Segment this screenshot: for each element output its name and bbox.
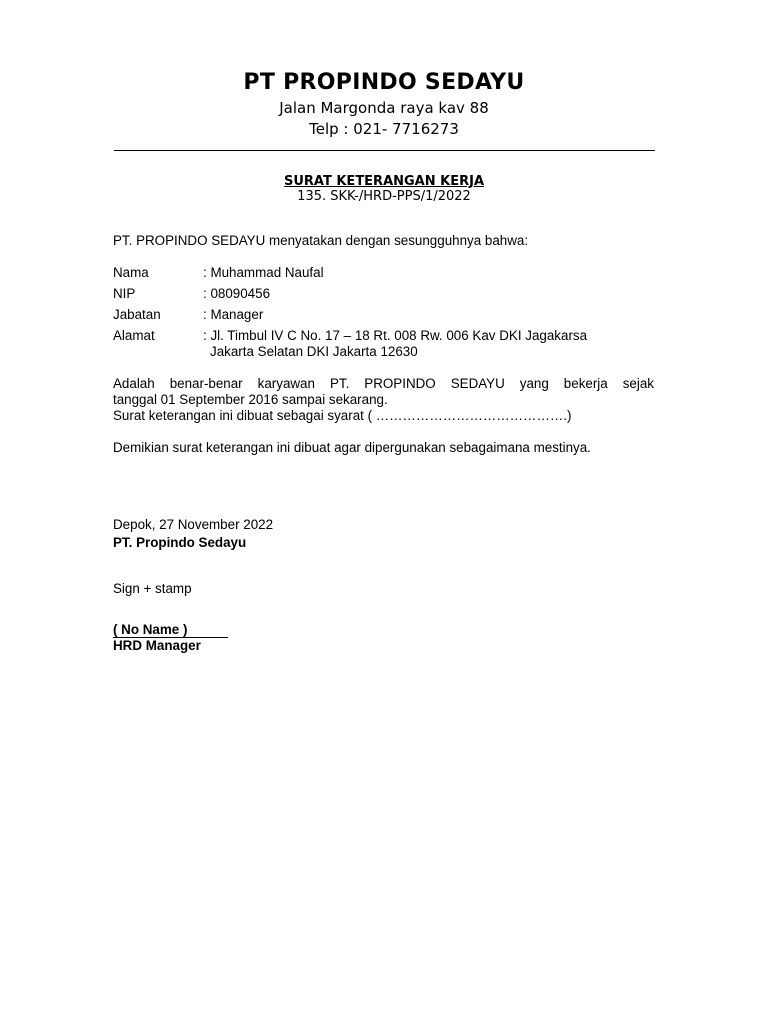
place-date: Depok, 27 November 2022 — [113, 517, 274, 532]
company-address: Jalan Margonda raya kav 88 — [279, 99, 489, 117]
signer-role: HRD Manager — [113, 638, 201, 653]
letter-closing: Demikian surat keterangan ini dibuat agar dipergunakan sebagaimana mestinya. — [113, 440, 591, 455]
company-phone: Telp : 021- 7716273 — [309, 120, 459, 138]
field-label-address: Alamat — [113, 328, 155, 343]
field-value-address: : Jl. Timbul IV C No. 17 – 18 Rt. 008 Rw. 006 Kav DKI Jagakarsa — [203, 328, 588, 343]
company-name: PT PROPINDO SEDAYU — [243, 70, 525, 95]
field-value-position: : Manager — [203, 307, 264, 322]
letter-title-wrap — [0, 174, 768, 189]
field-value-name: : Muhammad Naufal — [203, 265, 324, 280]
header-divider — [114, 150, 655, 151]
field-label-name: Nama — [113, 265, 149, 280]
field-value-address-line2: Jakarta Selatan DKI Jakarta 12630 — [210, 344, 418, 359]
field-label-nip: NIP — [113, 286, 136, 301]
statement-line-1: Adalah benar-benar karyawan PT. PROPINDO SEDAYU yang bekerja sejak — [113, 376, 654, 391]
field-value-nip: : 08090456 — [203, 286, 271, 301]
signer-name: ( No Name ) — [113, 622, 188, 637]
signing-company: PT. Propindo Sedayu — [113, 535, 247, 550]
letter-purpose: Surat keterangan ini dibuat sebagai syarat ( …………………………………….) — [113, 408, 572, 423]
letter-intro: PT. PROPINDO SEDAYU menyatakan dengan sesungguhnya bahwa: — [113, 233, 529, 248]
sign-stamp-note: Sign + stamp — [113, 581, 192, 596]
employment-statement — [113, 376, 654, 408]
statement-line-2: tanggal 01 September 2016 sampai sekarang. — [113, 392, 388, 407]
letter-number: 135. SKK-/HRD-PPS/1/2022 — [297, 189, 471, 204]
letter-title: SURAT KETERANGAN KERJA — [283, 174, 485, 189]
field-label-position: Jabatan — [113, 307, 161, 322]
